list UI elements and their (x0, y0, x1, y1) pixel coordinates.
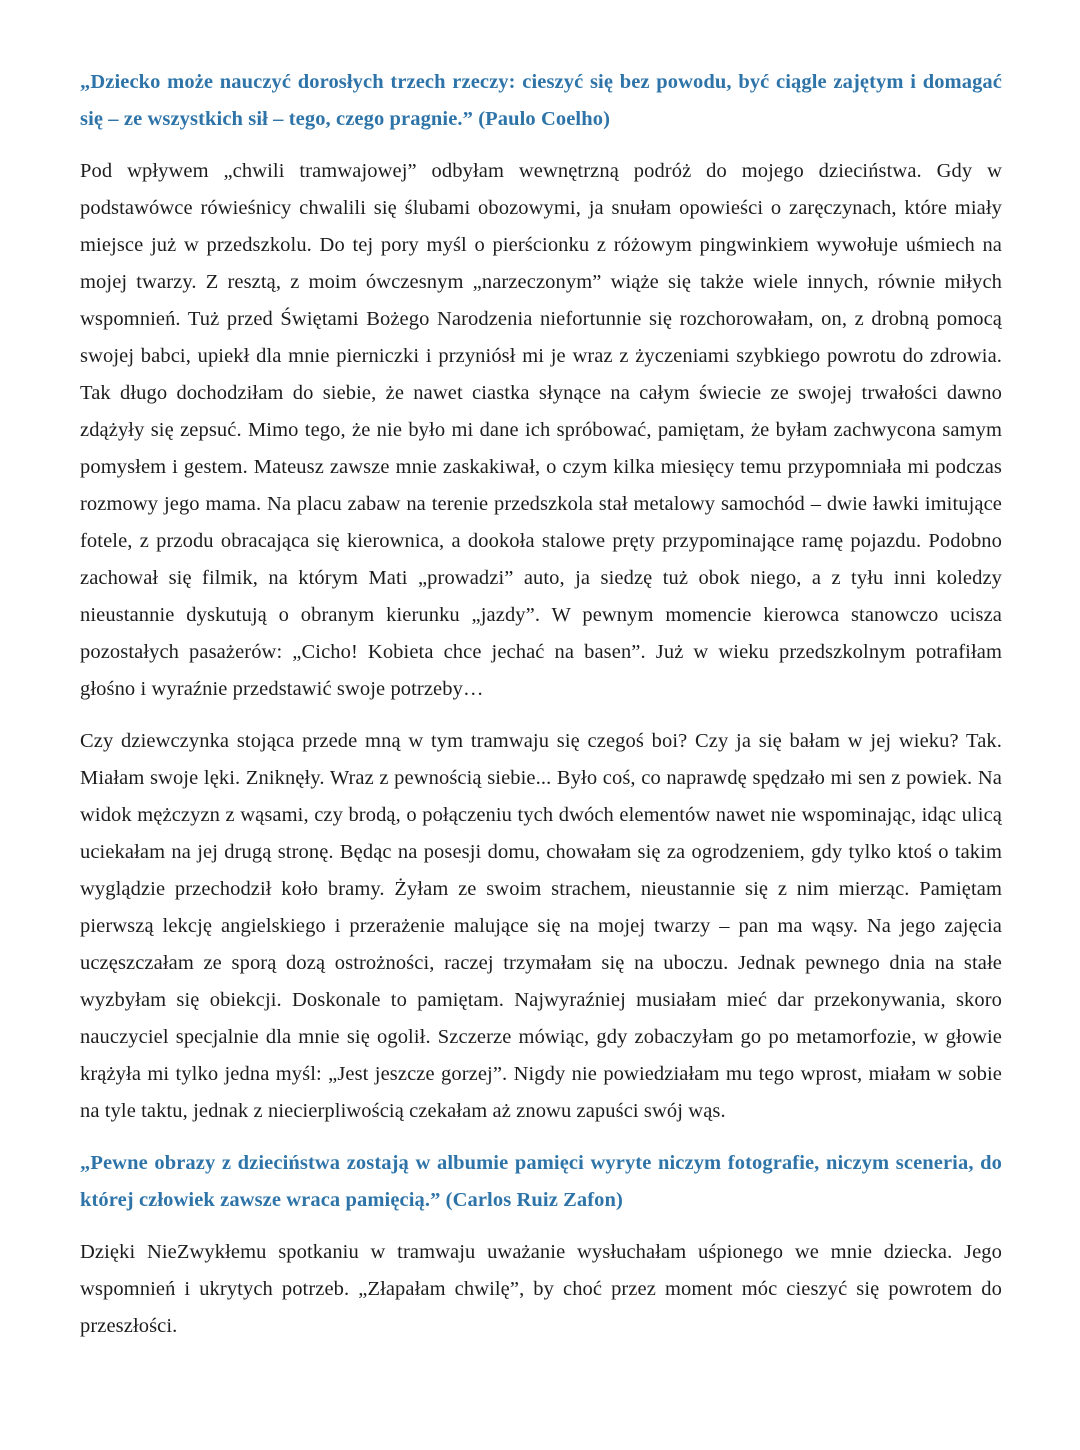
paragraph-childhood-memories: Pod wpływem „chwili tramwajowej” odbyłam wewnętrzną podróż do mojego dzieciństwa. Gdy w podstawówce rówieśnicy chwalili się ślubami obozowymi, ja snułam opowieści o zaręczynach, które miały miejsce już w przedszkolu. Do tej pory myśl o pierścionku z różowym pingwinkiem wywołuje uśmiech na mojej twarzy. Z resztą, z moim ówczesnym „narzeczonym” wiąże się także wiele innych, równie miłych wspomnień. Tuż przed Świętami Bożego Narodzenia niefortunnie się rozchorowałam, on, z drobną pomocą swojej babci, upiekł dla mnie pierniczki i przyniósł mi je wraz z życzeniami szybkiego powrotu do zdrowia. Tak długo dochodziłam do siebie, że nawet ciastka słynące na całym świecie ze swojej trwałości dawno zdążyły się zepsuć. Mimo tego, że nie było mi dane ich spróbować, pamiętam, że byłam zachwycona samym pomysłem i gestem. Mateusz zawsze mnie zaskakiwał, o czym kilka miesięcy temu przypomniała mi podczas rozmowy jego mama. Na placu zabaw na terenie przedszkola stał metalowy samochód – dwie ławki imitujące fotele, z przodu obracająca się kierownica, a dookoła stalowe pręty przypominające ramę pojazdu. Podobno zachował się filmik, na którym Mati „prowadzi” auto, ja siedzę tuż obok niego, a z tyłu inni koledzy nieustannie dyskutują o obranym kierunku „jazdy”. W pewnym momencie kierowca stanowczo ucisza pozostałych pasażerów: „Cicho! Kobieta chce jechać na basen”. Już w wieku przedszkolnym potrafiłam głośno i wyraźnie przedstawić swoje potrzeby… (80, 160, 1002, 700)
paragraph-closing: Dzięki NieZwykłemu spotkaniu w tramwaju uważanie wysłuchałam uśpionego we mnie dziecka. Jego wspomnień i ukrytych potrzeb. „Złapałam chwilę”, by choć przez moment móc cieszyć się powrotem do przeszłości. (80, 1241, 1002, 1337)
quote-carlos-ruiz-zafon: „Pewne obrazy z dzieciństwa zostają w albumie pamięci wyryte niczym fotografie, niczym sceneria, do której człowiek zawsze wraca pamięcią.” (Carlos Ruiz Zafon) (80, 1152, 1002, 1211)
quote-paulo-coelho: „Dziecko może nauczyć dorosłych trzech rzeczy: cieszyć się bez powodu, być ciągle zajętym i domagać się – ze wszystkich sił – tego, czego pragnie.” (Paulo Coelho) (80, 71, 1002, 130)
paragraph-childhood-fears: Czy dziewczynka stojąca przede mną w tym tramwaju się czegoś boi? Czy ja się bałam w jej wieku? Tak. Miałam swoje lęki. Zniknęły. Wraz z pewnością siebie... Było coś, co naprawdę spędzało mi sen z powiek. Na widok mężczyzn z wąsami, czy brodą, o połączeniu tych dwóch elementów nawet nie wspominając, idąc ulicą uciekałam na jej drugą stronę. Będąc na posesji domu, chowałam się za ogrodzeniem, gdy tylko ktoś o takim wyglądzie przechodził koło bramy. Żyłam ze swoim strachem, nieustannie się z nim mierząc. Pamiętam pierwszą lekcję angielskiego i przerażenie malujące się na mojej twarzy – pan ma wąsy. Na jego zajęcia uczęszczałam ze sporą dozą ostrożności, raczej trzymałam się na uboczu. Jednak pewnego dnia na stałe wyzbyłam się obiekcji. Doskonale to pamiętam. Najwyraźniej musiałam mieć dar przekonywania, skoro nauczyciel specjalnie dla mnie się ogolił. Szczerze mówiąc, gdy zobaczyłam go po metamorfozie, w głowie krążyła mi tylko jedna myśl: „Jest jeszcze gorzej”. Nigdy nie powiedziałam mu tego wprost, miałam w sobie na tyle taktu, jednak z niecierpliwością czekałam aż znowu zapuści swój wąs. (80, 730, 1002, 1122)
